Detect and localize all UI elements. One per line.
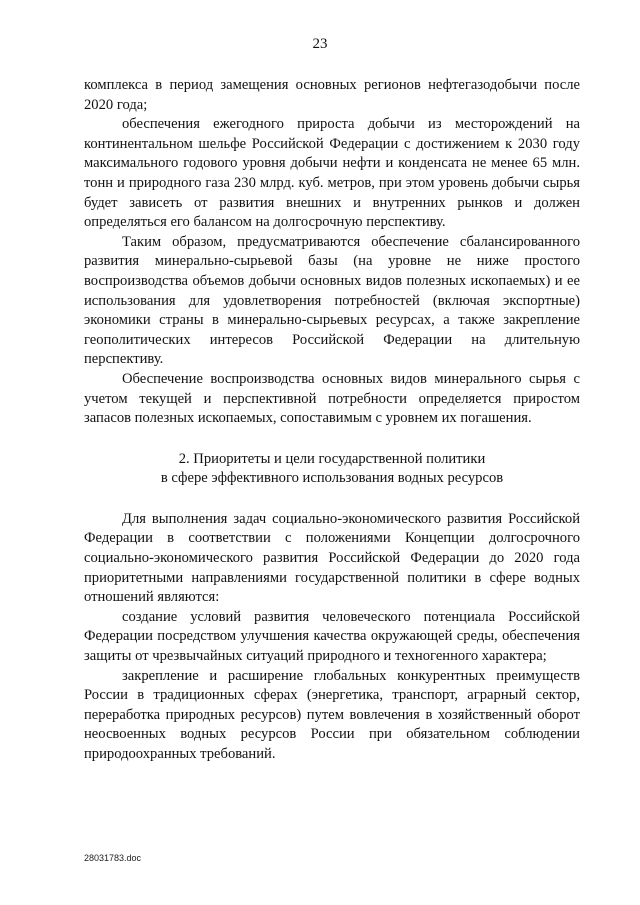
paragraph-continuation: комплекса в период замещения основных регионов нефтегазодобычи после 2020 года; xyxy=(84,77,580,113)
document-body xyxy=(84,76,580,765)
paragraph-human-potential: создание условий развития человеческого потенциала Российской Федерации посредством улучшения качества окружающей среды, обеспечения защиты от чрезвычайных ситуаций природного и техногенного характера; xyxy=(84,608,580,665)
section-heading xyxy=(84,450,580,489)
section-heading-line-1: 2. Приоритеты и цели государственной политики xyxy=(178,450,486,467)
document-code: 28031783.doc xyxy=(84,853,142,863)
page-number: 23 xyxy=(312,36,328,52)
paragraph-mineral-base: Таким образом, предусматриваются обеспечение сбалансированного развития минерально-сырьевой базы (на уровне не ниже простого воспроизводства объемов добычи основных видов полезных ископаемых) и ее использования для удовлетворения потребностей (включая экспортные) экономики страны в минерально-сырьевых ресурсах, а также закрепление геополитических интересов Российской Федерации на длительную перспективу. xyxy=(84,233,580,368)
paragraph-competitive-advantages: закрепление и расширение глобальных конкурентных преимуществ России в традиционных сферах (энергетика, транспорт, аграрный сектор, переработка природных ресурсов) путем вовлечения в хозяйственный оборот неосвоенных водных ресурсов России при обязательном соблюдении природоохранных требований. xyxy=(84,667,580,762)
paragraph-water-policy-intro: Для выполнения задач социально-экономического развития Российской Федерации в соответствии с положениями Концепции долгосрочного социально-экономического развития Российской Федерации до 2020 года приоритетными направлениями государственной политики в сфере водных отношений являются: xyxy=(84,510,580,606)
section-heading-line-2: в сфере эффективного использования водных ресурсов xyxy=(160,470,504,487)
paragraph-shelf-production: обеспечения ежегодного прироста добычи из месторождений на континентальном шельфе Российской Федерации с достижением к 2030 году максимального годового уровня добычи нефти и конденсата не менее 65 млн. тонн и природного газа 230 млрд. куб. метров, при этом уровень добычи сырья будет зависеть от развития внешних и внутренних рынков и должен определяться его балансом на долгосрочную перспективу. xyxy=(84,116,580,231)
paragraph-reproduction: Обеспечение воспроизводства основных видов минерального сырья с учетом текущей и перспективной потребности определяется приростом запасов полезных ископаемых, сопоставимым с уровнем их погашения. xyxy=(84,370,580,427)
